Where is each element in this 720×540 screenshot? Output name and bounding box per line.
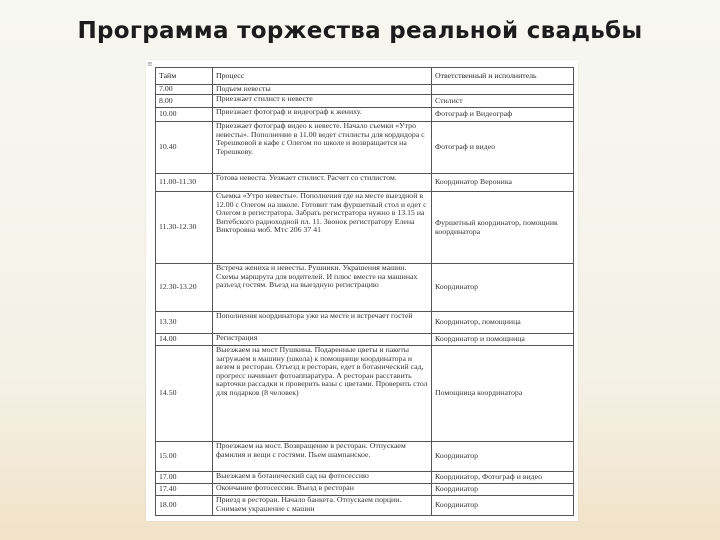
table-row — [156, 85, 574, 95]
row-time: 15.00 — [156, 442, 213, 472]
row-time: 10.00 — [156, 108, 213, 122]
table-row — [156, 95, 574, 108]
table-row — [156, 472, 574, 484]
row-time: 12.30-13.20 — [156, 264, 213, 312]
row-time: 8.00 — [156, 95, 213, 108]
table-row — [156, 174, 574, 192]
table-row — [156, 264, 574, 312]
table-row — [156, 484, 574, 496]
table-row — [156, 442, 574, 472]
row-process: Приезжает фотограф видео к невесте. Начало съемки «Утро невесты». Пополнение в 11.00 ведет стилисты для кордидора с Терешковой в кафе с Олегом по школе и возвращается на Терешкову. — [213, 122, 432, 174]
row-responsible — [432, 85, 574, 95]
row-responsible: Координатор — [432, 496, 574, 516]
column-header-time: Тайм — [156, 68, 213, 85]
row-process: Окончание фотосессии. Въезд в ресторан — [213, 484, 432, 496]
row-process: Съемка «Утро невесты». Пополнения где на месте выездной в 12.00 с Олегом на школе. Готовит там фуршетный стол и едет с Олегом в регистратора. Забрать регистратора нужно в 13.15 на Витебского радиоходной пл. 11. Звонок регистратору Елена Викторовна моб. Мтс 206 37 41 — [213, 192, 432, 264]
row-process: Регистрация — [213, 334, 432, 346]
row-process: Выезжаем на мост Пушкина. Подаренные цветы и пакеты загружаем в машину (школа) к помощнице координатора и везем в ресторан. Отъезд в ресторан, едет в ботанический сад, прогресс начинает фотоаппаратура. А ресторан расставить карточки рассадки и проверить вазы с цветами. Проверить стол для подарков (8 человек) — [213, 346, 432, 442]
table-row — [156, 346, 574, 442]
schedule-table — [155, 67, 574, 516]
row-time: 11.00-11.30 — [156, 174, 213, 192]
row-time: 17.00 — [156, 472, 213, 484]
row-responsible: Координатор, Фотограф и видео — [432, 472, 574, 484]
row-process: Проезжаем на мост. Возвращение в ресторан. Отпускаем фамилия и вещи с гостями. Пьем шампанское. — [213, 442, 432, 472]
row-time: 11.30-12.30 — [156, 192, 213, 264]
row-time: 14.00 — [156, 334, 213, 346]
scanned-document — [146, 60, 578, 521]
row-time: 17.40 — [156, 484, 213, 496]
row-responsible: Координатор Вероника — [432, 174, 574, 192]
table-row — [156, 192, 574, 264]
table-header-row — [156, 68, 574, 85]
row-process: Выезжаем в ботанический сад на фотосессию — [213, 472, 432, 484]
row-process: Приезжает стилист к невесте — [213, 95, 432, 108]
column-header-process: Процесс — [213, 68, 432, 85]
row-responsible: Помощница координатора — [432, 346, 574, 442]
row-responsible: Координатор — [432, 484, 574, 496]
row-responsible: Фуршетный координатор, помощник координатора — [432, 192, 574, 264]
table-row — [156, 312, 574, 334]
row-responsible: Координатор — [432, 442, 574, 472]
table-row — [156, 122, 574, 174]
row-time: 13.30 — [156, 312, 213, 334]
row-time: 18.00 — [156, 496, 213, 516]
column-header-responsible: Ответственный и исполнитель — [432, 68, 574, 85]
row-responsible: Координатор и помощница — [432, 334, 574, 346]
row-process: Готова невеста. Уезжает стилист. Расчет со стилистом. — [213, 174, 432, 192]
row-responsible: Координатор — [432, 264, 574, 312]
row-time: 10.40 — [156, 122, 213, 174]
table-row — [156, 334, 574, 346]
row-responsible: Фотограф и Видеограф — [432, 108, 574, 122]
row-process: Приезжает фотограф и видеограф к жениху. — [213, 108, 432, 122]
row-responsible: Координатор, помощница — [432, 312, 574, 334]
row-process: Встреча жениха и невесты. Рушники. Украшения машин. Схемы маршрута для водителей. И плюс вместе на машинах разъезд гостям. Въезд на выездную регистрацию — [213, 264, 432, 312]
row-responsible: Фотограф и видео — [432, 122, 574, 174]
row-process: Пополнения координатора уже на месте и встречает гостей — [213, 312, 432, 334]
row-process: Приезд в ресторан. Начало банкета. Отпускаем порции. Снимаем украшение с машин — [213, 496, 432, 516]
row-time: 14.50 — [156, 346, 213, 442]
slide-title: Программа торжества реальной свадьбы — [77, 18, 643, 44]
row-time: 7.00 — [156, 85, 213, 95]
document-corner-mark: ≡ — [147, 60, 153, 68]
row-responsible: Стилист — [432, 95, 574, 108]
table-row — [156, 108, 574, 122]
row-process: Подъем невесты — [213, 85, 432, 95]
table-row — [156, 496, 574, 516]
